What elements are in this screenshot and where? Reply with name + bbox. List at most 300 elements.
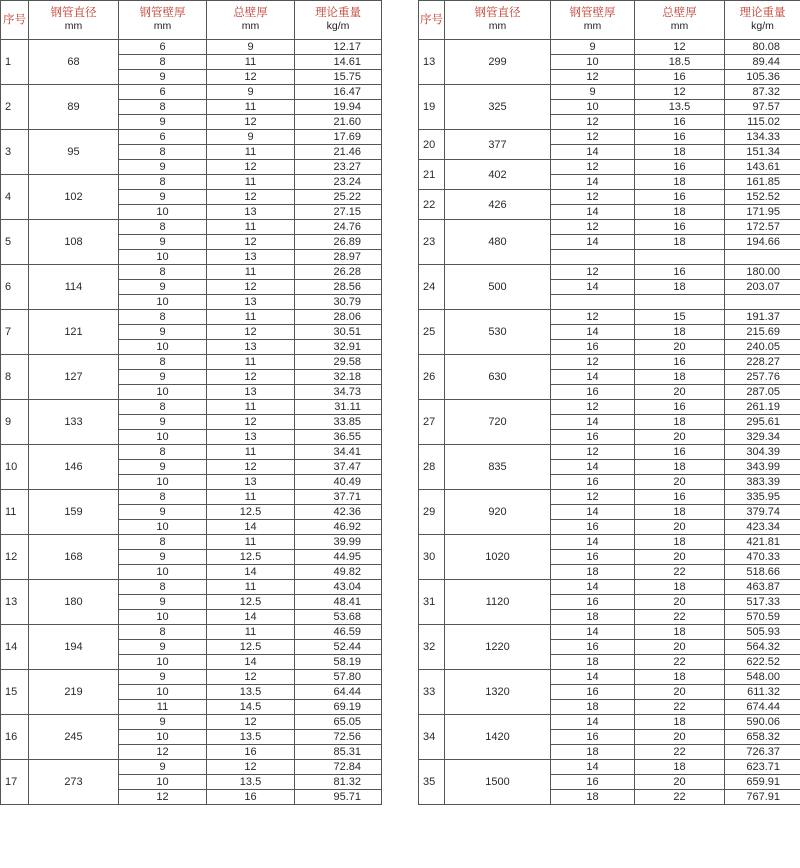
wall-thickness: 12: [551, 265, 635, 280]
wall-thickness: 9: [119, 595, 207, 610]
row-number: 2: [1, 85, 29, 130]
total-thickness: 11: [207, 355, 295, 370]
wall-thickness: 12: [551, 400, 635, 415]
total-thickness: 16: [635, 70, 725, 85]
total-thickness: 12: [207, 415, 295, 430]
wall-thickness: 10: [119, 385, 207, 400]
row-number: 21: [419, 160, 445, 190]
theoretical-weight: 69.19: [295, 700, 382, 715]
wall-thickness: 18: [551, 745, 635, 760]
row-number: 8: [1, 355, 29, 400]
theoretical-weight: 421.81: [725, 535, 800, 550]
total-thickness: 11: [207, 535, 295, 550]
header-unit: mm: [670, 20, 689, 32]
total-thickness: 11: [207, 265, 295, 280]
total-thickness: 16: [207, 790, 295, 805]
total-thickness: 18: [635, 370, 725, 385]
wall-thickness: 10: [119, 475, 207, 490]
wall-thickness: 9: [119, 370, 207, 385]
wall-thickness: 9: [119, 280, 207, 295]
theoretical-weight: 180.00: [725, 265, 800, 280]
row-number: 10: [1, 445, 29, 490]
wall-thickness: 16: [551, 775, 635, 790]
wall-thickness: 6: [119, 85, 207, 100]
total-thickness: 16: [635, 190, 725, 205]
theoretical-weight: 24.76: [295, 220, 382, 235]
row-number: 11: [1, 490, 29, 535]
theoretical-weight: 171.95: [725, 205, 800, 220]
total-thickness: 16: [635, 355, 725, 370]
theoretical-weight: 21.46: [295, 145, 382, 160]
wall-thickness: 16: [551, 730, 635, 745]
wall-thickness: 9: [119, 160, 207, 175]
table-row: [1, 85, 382, 100]
theoretical-weight: 16.47: [295, 85, 382, 100]
wall-thickness: 8: [119, 580, 207, 595]
wall-thickness: 16: [551, 595, 635, 610]
table-row: [419, 40, 800, 55]
header-label: 序号: [420, 13, 443, 26]
total-thickness: 16: [635, 160, 725, 175]
header-unit: mm: [241, 20, 260, 32]
wall-thickness: 14: [551, 145, 635, 160]
theoretical-weight: 58.19: [295, 655, 382, 670]
wall-thickness: 9: [119, 115, 207, 130]
wall-thickness: 16: [551, 430, 635, 445]
wall-thickness: 8: [119, 445, 207, 460]
column-header: [207, 1, 295, 40]
wall-thickness: 16: [551, 385, 635, 400]
wall-thickness: 16: [551, 340, 635, 355]
pipe-diameter: 273: [29, 760, 119, 805]
total-thickness: 12: [207, 325, 295, 340]
wall-thickness: 18: [551, 610, 635, 625]
theoretical-weight: 28.97: [295, 250, 382, 265]
theoretical-weight: 32.18: [295, 370, 382, 385]
theoretical-weight: 25.22: [295, 190, 382, 205]
total-thickness: 16: [635, 445, 725, 460]
total-thickness: 20: [635, 520, 725, 535]
right-table-header: [419, 1, 800, 40]
theoretical-weight: 12.17: [295, 40, 382, 55]
table-row: [419, 580, 800, 595]
wall-thickness: 14: [551, 715, 635, 730]
row-number: 35: [419, 760, 445, 805]
wall-thickness: 14: [551, 505, 635, 520]
pipe-diameter: 377: [445, 130, 551, 160]
wall-thickness: 12: [551, 220, 635, 235]
total-thickness: 16: [635, 490, 725, 505]
total-thickness: 22: [635, 565, 725, 580]
row-number: 4: [1, 175, 29, 220]
theoretical-weight: 383.39: [725, 475, 800, 490]
row-number: 28: [419, 445, 445, 490]
wall-thickness: 14: [551, 175, 635, 190]
total-thickness: 18: [635, 535, 725, 550]
total-thickness: 11: [207, 220, 295, 235]
pipe-diameter: 133: [29, 400, 119, 445]
total-thickness: 9: [207, 40, 295, 55]
header-label: 钢管壁厚: [139, 7, 186, 19]
theoretical-weight: 329.34: [725, 430, 800, 445]
theoretical-weight: 19.94: [295, 100, 382, 115]
theoretical-weight: 80.08: [725, 40, 800, 55]
header-unit: mm: [153, 20, 172, 32]
table-row: [419, 400, 800, 415]
pipe-diameter: 1220: [445, 625, 551, 670]
table-row: [419, 760, 800, 775]
wall-thickness: 16: [551, 550, 635, 565]
total-thickness: 13: [207, 205, 295, 220]
total-thickness: 18: [635, 175, 725, 190]
row-number: 12: [1, 535, 29, 580]
theoretical-weight: 14.61: [295, 55, 382, 70]
pipe-diameter: 426: [445, 190, 551, 220]
column-header: [725, 1, 800, 40]
header-label: 钢管直径: [474, 7, 521, 19]
row-number: 13: [1, 580, 29, 625]
total-thickness: 12: [207, 70, 295, 85]
total-thickness: 13: [207, 295, 295, 310]
total-thickness: 11: [207, 625, 295, 640]
wall-thickness: 16: [551, 520, 635, 535]
left-weight-table: [0, 0, 382, 805]
wall-thickness: 14: [551, 370, 635, 385]
wall-thickness: 10: [119, 685, 207, 700]
theoretical-weight: 46.92: [295, 520, 382, 535]
theoretical-weight: 43.04: [295, 580, 382, 595]
total-thickness: 13: [207, 475, 295, 490]
theoretical-weight: 44.95: [295, 550, 382, 565]
theoretical-weight: 623.71: [725, 760, 800, 775]
theoretical-weight: 215.69: [725, 325, 800, 340]
table-row: [419, 670, 800, 685]
theoretical-weight: 152.52: [725, 190, 800, 205]
total-thickness: 12.5: [207, 505, 295, 520]
table-row: [1, 220, 382, 235]
theoretical-weight: 33.85: [295, 415, 382, 430]
pipe-diameter: 194: [29, 625, 119, 670]
total-thickness: 11: [207, 580, 295, 595]
left-table-header: [1, 1, 382, 40]
wall-thickness: 8: [119, 310, 207, 325]
total-thickness: 20: [635, 430, 725, 445]
theoretical-weight: 658.32: [725, 730, 800, 745]
total-thickness: [635, 250, 725, 265]
theoretical-weight: 151.34: [725, 145, 800, 160]
pipe-diameter: 920: [445, 490, 551, 535]
total-thickness: 14.5: [207, 700, 295, 715]
total-thickness: 18: [635, 280, 725, 295]
pipe-diameter: 1320: [445, 670, 551, 715]
theoretical-weight: 39.99: [295, 535, 382, 550]
wall-thickness: 11: [119, 700, 207, 715]
table-row: [419, 265, 800, 280]
total-thickness: 16: [207, 745, 295, 760]
table-row: [419, 190, 800, 205]
wall-thickness: 8: [119, 265, 207, 280]
total-thickness: 16: [635, 220, 725, 235]
theoretical-weight: 470.33: [725, 550, 800, 565]
total-thickness: 18: [635, 235, 725, 250]
wall-thickness: 14: [551, 760, 635, 775]
row-number: 22: [419, 190, 445, 220]
row-number: 30: [419, 535, 445, 580]
theoretical-weight: 261.19: [725, 400, 800, 415]
table-row: [419, 490, 800, 505]
theoretical-weight: 194.66: [725, 235, 800, 250]
theoretical-weight: 26.89: [295, 235, 382, 250]
total-thickness: 18: [635, 415, 725, 430]
wall-thickness: 10: [119, 610, 207, 625]
theoretical-weight: 28.06: [295, 310, 382, 325]
total-thickness: 14: [207, 610, 295, 625]
pipe-diameter: 95: [29, 130, 119, 175]
header-unit: kg/m: [326, 20, 350, 32]
row-number: 31: [419, 580, 445, 625]
row-number: 14: [1, 625, 29, 670]
table-row: [1, 670, 382, 685]
wall-thickness: 8: [119, 355, 207, 370]
total-thickness: 12: [635, 40, 725, 55]
theoretical-weight: 23.27: [295, 160, 382, 175]
theoretical-weight: 46.59: [295, 625, 382, 640]
row-number: 16: [1, 715, 29, 760]
total-thickness: 22: [635, 610, 725, 625]
header-label: 钢管直径: [50, 7, 97, 19]
total-thickness: 18: [635, 505, 725, 520]
total-thickness: [635, 295, 725, 310]
theoretical-weight: 134.33: [725, 130, 800, 145]
theoretical-weight: 34.73: [295, 385, 382, 400]
wall-thickness: 10: [119, 430, 207, 445]
total-thickness: 13: [207, 430, 295, 445]
wall-thickness: 12: [119, 745, 207, 760]
theoretical-weight: 622.52: [725, 655, 800, 670]
table-row: [1, 715, 382, 730]
total-thickness: 18: [635, 205, 725, 220]
wall-thickness: 16: [551, 685, 635, 700]
total-thickness: 16: [635, 130, 725, 145]
wall-thickness: 12: [551, 70, 635, 85]
theoretical-weight: 37.71: [295, 490, 382, 505]
theoretical-weight: 115.02: [725, 115, 800, 130]
total-thickness: 12: [207, 760, 295, 775]
wall-thickness: 16: [551, 475, 635, 490]
pipe-diameter: 299: [445, 40, 551, 85]
theoretical-weight: 57.80: [295, 670, 382, 685]
total-thickness: 13: [207, 340, 295, 355]
total-thickness: 20: [635, 550, 725, 565]
total-thickness: 12.5: [207, 550, 295, 565]
wall-thickness: 9: [551, 85, 635, 100]
wall-thickness: 8: [119, 625, 207, 640]
theoretical-weight: 143.61: [725, 160, 800, 175]
pipe-diameter: 402: [445, 160, 551, 190]
total-thickness: 16: [635, 400, 725, 415]
pipe-diameter: 1500: [445, 760, 551, 805]
wall-thickness: 8: [119, 100, 207, 115]
pipe-diameter: 159: [29, 490, 119, 535]
table-row: [419, 445, 800, 460]
table-row: [419, 85, 800, 100]
wall-thickness: 12: [551, 130, 635, 145]
wall-thickness: 14: [551, 670, 635, 685]
total-thickness: 15: [635, 310, 725, 325]
wall-thickness: 9: [119, 235, 207, 250]
table-row: [1, 490, 382, 505]
theoretical-weight: 590.06: [725, 715, 800, 730]
wall-thickness: 8: [119, 55, 207, 70]
total-thickness: 18: [635, 625, 725, 640]
total-thickness: 11: [207, 175, 295, 190]
wall-thickness: 8: [119, 490, 207, 505]
table-row: [419, 715, 800, 730]
theoretical-weight: 257.76: [725, 370, 800, 385]
theoretical-weight: 518.66: [725, 565, 800, 580]
total-thickness: 14: [207, 520, 295, 535]
total-thickness: 16: [635, 265, 725, 280]
row-number: 9: [1, 400, 29, 445]
wall-thickness: 9: [119, 190, 207, 205]
pipe-diameter: 219: [29, 670, 119, 715]
total-thickness: 13: [207, 250, 295, 265]
pipe-diameter: 102: [29, 175, 119, 220]
total-thickness: 20: [635, 595, 725, 610]
total-thickness: 12: [207, 280, 295, 295]
column-header: [119, 1, 207, 40]
wall-thickness: 8: [119, 535, 207, 550]
table-row: [1, 535, 382, 550]
wall-thickness: 14: [551, 535, 635, 550]
theoretical-weight: 30.79: [295, 295, 382, 310]
wall-thickness: 9: [119, 325, 207, 340]
pipe-diameter: 325: [445, 85, 551, 130]
theoretical-weight: 81.32: [295, 775, 382, 790]
theoretical-weight: 23.24: [295, 175, 382, 190]
wall-thickness: 10: [119, 730, 207, 745]
header-label: 钢管壁厚: [569, 7, 616, 19]
header-unit: kg/m: [751, 20, 774, 32]
total-thickness: 13.5: [207, 685, 295, 700]
wall-thickness: 6: [119, 130, 207, 145]
total-thickness: 20: [635, 340, 725, 355]
theoretical-weight: 105.36: [725, 70, 800, 85]
total-thickness: 18: [635, 760, 725, 775]
theoretical-weight: 379.74: [725, 505, 800, 520]
pipe-diameter: 245: [29, 715, 119, 760]
theoretical-weight: 161.85: [725, 175, 800, 190]
row-number: 20: [419, 130, 445, 160]
total-thickness: 13.5: [635, 100, 725, 115]
wall-thickness: 8: [119, 145, 207, 160]
pipe-diameter: 500: [445, 265, 551, 310]
wall-thickness: 9: [119, 670, 207, 685]
wall-thickness: 18: [551, 700, 635, 715]
theoretical-weight: 611.32: [725, 685, 800, 700]
pipe-diameter: 168: [29, 535, 119, 580]
wall-thickness: 9: [119, 760, 207, 775]
theoretical-weight: 304.39: [725, 445, 800, 460]
pipe-diameter: 114: [29, 265, 119, 310]
theoretical-weight: 27.15: [295, 205, 382, 220]
wall-thickness: 10: [551, 55, 635, 70]
total-thickness: 12.5: [207, 595, 295, 610]
table-row: [419, 310, 800, 325]
table-row: [1, 400, 382, 415]
theoretical-weight: 570.59: [725, 610, 800, 625]
row-number: 34: [419, 715, 445, 760]
row-number: 13: [419, 40, 445, 85]
theoretical-weight: 31.11: [295, 400, 382, 415]
total-thickness: 18: [635, 145, 725, 160]
total-thickness: 12.5: [207, 640, 295, 655]
theoretical-weight: 30.51: [295, 325, 382, 340]
total-thickness: 11: [207, 55, 295, 70]
wall-thickness: 10: [119, 775, 207, 790]
wall-thickness: 9: [119, 505, 207, 520]
row-number: 17: [1, 760, 29, 805]
total-thickness: 12: [207, 190, 295, 205]
wall-thickness: 16: [551, 640, 635, 655]
header-label: 总壁厚: [233, 7, 268, 19]
theoretical-weight: 72.56: [295, 730, 382, 745]
theoretical-weight: 28.56: [295, 280, 382, 295]
table-row: [1, 265, 382, 280]
theoretical-weight: 21.60: [295, 115, 382, 130]
row-number: 32: [419, 625, 445, 670]
wall-thickness: 14: [551, 235, 635, 250]
row-number: 24: [419, 265, 445, 310]
total-thickness: 20: [635, 730, 725, 745]
total-thickness: 22: [635, 745, 725, 760]
total-thickness: 9: [207, 85, 295, 100]
total-thickness: 20: [635, 385, 725, 400]
total-thickness: 9: [207, 130, 295, 145]
wall-thickness: 14: [551, 580, 635, 595]
theoretical-weight: 335.95: [725, 490, 800, 505]
table-row: [1, 580, 382, 595]
wall-thickness: 10: [119, 250, 207, 265]
wall-thickness: 14: [551, 325, 635, 340]
theoretical-weight: 36.55: [295, 430, 382, 445]
wall-thickness: 9: [119, 550, 207, 565]
row-number: 1: [1, 40, 29, 85]
wall-thickness: 14: [551, 280, 635, 295]
total-thickness: 12: [207, 160, 295, 175]
wall-thickness: 14: [551, 625, 635, 640]
total-thickness: 20: [635, 640, 725, 655]
theoretical-weight: 228.27: [725, 355, 800, 370]
theoretical-weight: 64.44: [295, 685, 382, 700]
wall-thickness: 10: [119, 655, 207, 670]
table-row: [1, 760, 382, 775]
theoretical-weight: 72.84: [295, 760, 382, 775]
wall-thickness: 10: [119, 340, 207, 355]
theoretical-weight: 29.58: [295, 355, 382, 370]
theoretical-weight: 87.32: [725, 85, 800, 100]
theoretical-weight: 32.91: [295, 340, 382, 355]
total-thickness: 20: [635, 775, 725, 790]
total-thickness: 12: [207, 670, 295, 685]
table-row: [419, 535, 800, 550]
column-header: [635, 1, 725, 40]
wall-thickness: 12: [119, 790, 207, 805]
theoretical-weight: 85.31: [295, 745, 382, 760]
header-label: 理论重量: [739, 7, 786, 19]
theoretical-weight: 40.49: [295, 475, 382, 490]
header-label: 理论重量: [315, 7, 361, 19]
